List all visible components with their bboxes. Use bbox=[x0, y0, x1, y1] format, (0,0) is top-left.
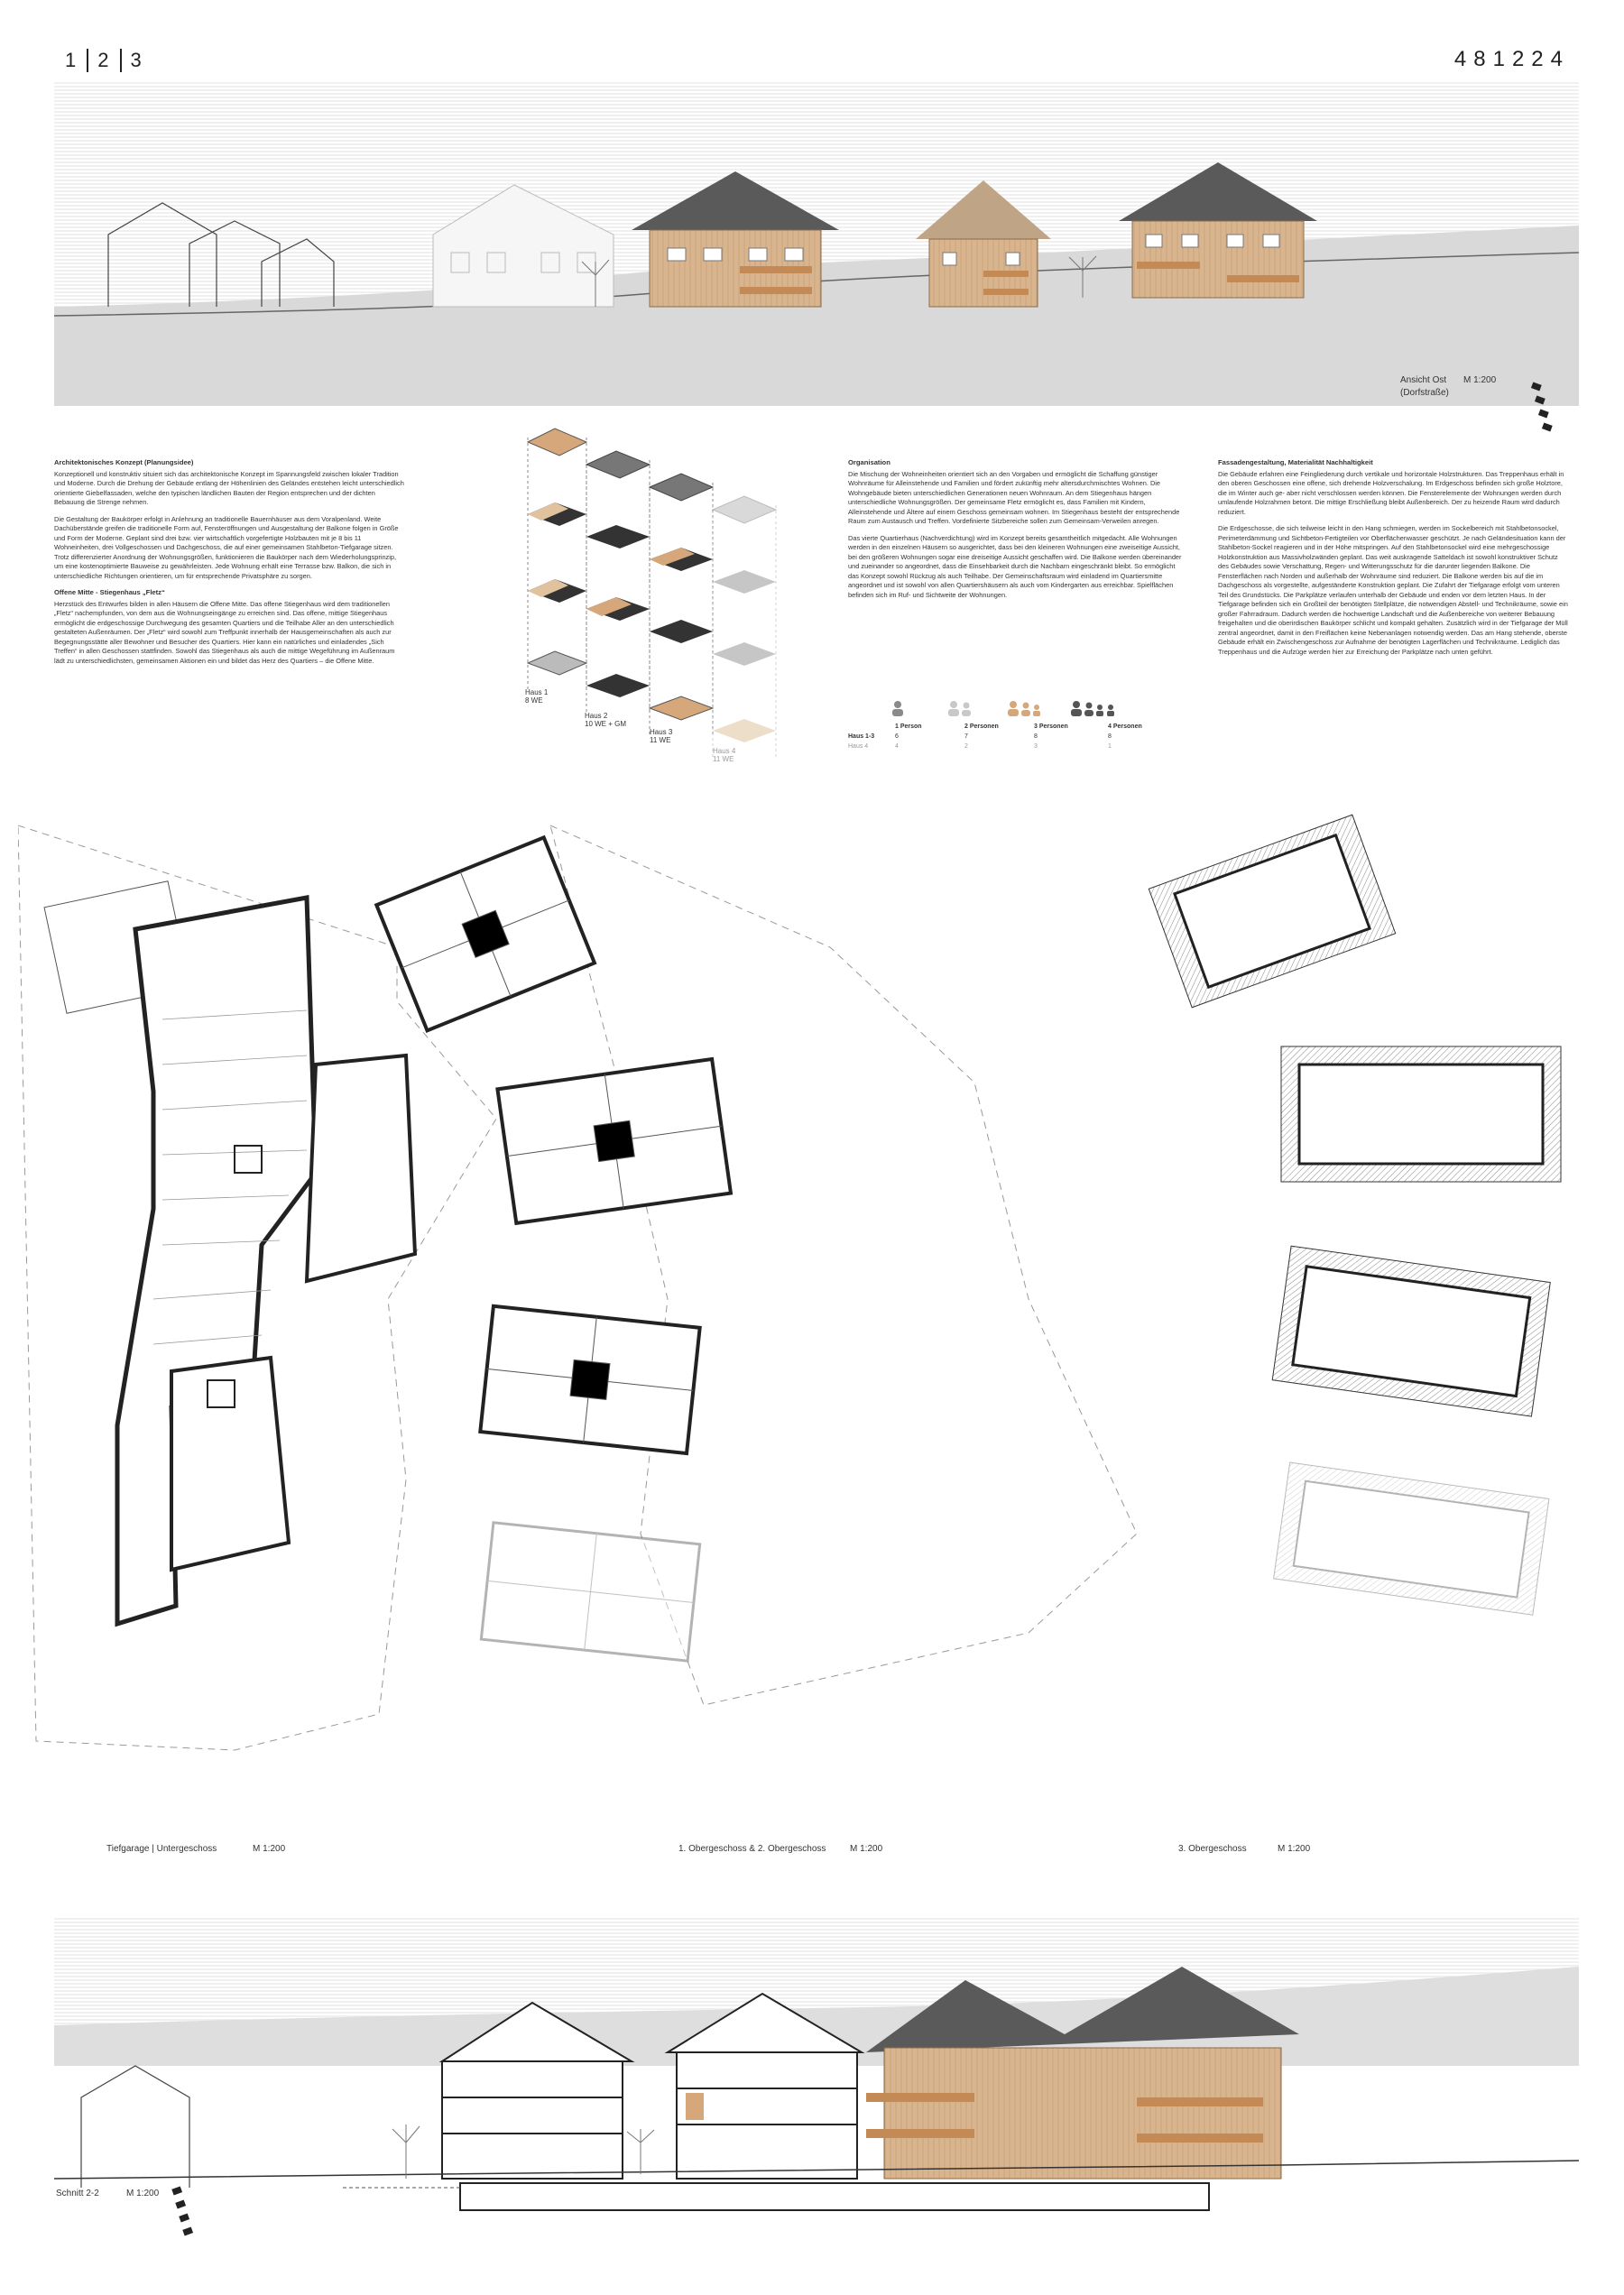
persons-table: 1 Person 2 Personen 3 Personen 4 Personen Haus 1-3 6 7 8 8 Haus 4 4 2 3 1 bbox=[848, 722, 1153, 751]
page-navigation bbox=[56, 49, 152, 72]
competition-code: 481224 bbox=[1453, 47, 1570, 71]
section-2-2-drawing bbox=[54, 1917, 1579, 2215]
page-2-link[interactable]: 2 bbox=[87, 49, 121, 72]
house-4-stack bbox=[713, 496, 776, 758]
og3-plan-house-1 bbox=[1149, 815, 1395, 1008]
organisation-title: Organisation bbox=[848, 458, 890, 466]
concept-paragraph-3: Herzstück des Entwurfes bilden in allen Häusern die Offene Mitte. Das offene Stiegenhaus wird dem traditionellen „Fletz“ nachempfunden, von dem aus die Wohnungseingänge zu erreichen sind. Das offene, mittige Stiegenhaus ermöglicht die erdgeschossige Durchwegung des gesamten Quartiers und die Teilhabe Aller an den unterschiedlich gestalteten Außenräumen. Der „Fletz“ wird sowohl zum Treffpunkt innerhalb der Hausgemeinschaften als auch zur Begegnungsstätte aller Bewohner und Besucher des Quartiers. Hier kann ein natürliches und einladendes „Sich Treffen“ in allen Geschossen stattfinden. Sowohl das Stiegenhaus als auch die mittige Wegeführung im Außenraum lädt zu unterschiedlichsten, gemeinsamen Aktionen ein und bildet das Herz des Quartiers – die Offene Mitte. bbox=[54, 599, 395, 665]
north-arrow-icon bbox=[1525, 379, 1561, 442]
og3-plan-house-4 bbox=[1274, 1462, 1549, 1615]
page-3-link[interactable]: 3 bbox=[130, 49, 143, 71]
og12-label: 1. Obergeschoss & 2. Obergeschoss bbox=[678, 1844, 826, 1854]
elevation-sublabel: (Dorfstraße) bbox=[1400, 388, 1449, 398]
facade-paragraph-2: Die Erdgeschosse, die sich teilweise leicht in den Hang schmiegen, werden im Sockelbereich mit Stahlbetonsockel, Perimeterdämmung und Sichtbeton-Fertigteilen vor Oberflächenwasser geschützt. Je nach Geländesituation kann der Stahlbeton-Sockel reagieren und in der Höhe mitspringen. Auf den Stahlbetonsockel wird eine mehrgeschossige Holzkonstruktion aus Massivholzwänden geplant. Das weit auskragende Satteldach ist sowohl konstruktiver Schutz des Gebäudes sowie Verschattung, Regen- und Witterungsschutz für die darunter liegenden Balkone. Die Fensterflächen nach Norden und außerhalb der Wohnräume sind reduziert. Die Balkone werden bis auf die im Dachgeschoss als vorgestellte, aufgeständerte Konstruktion geplant. Die Zufahrt der Tiefgarage erfolgt vom unteren Teil des Grundstücks. Die Parkplätze verlaufen unterhalb der Gebäude und enden vor dem letzten Haus. In der Tiefgarage befinden sich ein Großteil der benötigten Stellplätze, die notwendigen Abstell- und Technikräume, sowie ein großer Fahrradraum. Dadurch werden die hochwertige Landschaft und die Außenbereiche von weiterer Bebauung freigehalten und die oberirdischen Baukörper schlicht und kompakt gehalten. Zusätzlich wird in der Tiefgarage der Müll zentral angeordnet, damit in den Freiflächen keine Nebenanlagen notwendig werden. Das am Hang stehende, oberste Gebäude erhält ein Zwischengeschoss zur Aufnahme der benötigten Lagerflächen und Technikräume. Lediglich das Treppenhaus und die Aufzüge werden hier zur Erreichung der Parkplätze nach unten geführt. bbox=[1218, 524, 1568, 656]
three-persons-icon bbox=[1008, 701, 1040, 716]
section-tiefgarage bbox=[460, 2183, 1209, 2210]
og3-label: 3. Obergeschoss bbox=[1178, 1844, 1247, 1854]
east-elevation-drawing bbox=[54, 81, 1579, 406]
concept-subtitle: Offene Mitte - Stiegenhaus „Fletz“ bbox=[54, 588, 165, 596]
four-persons-icon bbox=[1071, 701, 1114, 716]
facade-title: Fassadengestaltung, Materialität Nachhaltigkeit bbox=[1218, 458, 1373, 466]
organisation-text bbox=[848, 458, 1182, 607]
og12-scale: M 1:200 bbox=[850, 1844, 883, 1854]
tiefgarage-plan bbox=[44, 881, 415, 1624]
og-plan-house-4 bbox=[481, 1523, 699, 1661]
tiefgarage-scale: M 1:200 bbox=[253, 1844, 286, 1854]
house-1-label: Haus 1 8 WE bbox=[525, 688, 549, 705]
concept-text bbox=[54, 458, 406, 673]
concept-paragraph-2: Die Gestaltung der Baukörper erfolgt in Anlehnung an traditionelle Bauernhäuser aus dem Voralpenland. Weite Dachüberstände greifen die traditionelle Form auf, Fensteröffnungen und Ausgestaltung der Balkone folgen in Größe und Form der Moderne. Geplant sind drei bzw. vier wirtschaftlich vorgefertigte Holzbauten mit je 8 bis 11 Wohneinheiten, drei Vollgeschossen und Dachgeschoss, die auf einer gemeinsamen Stahlbeton-Tiefgarage sitzen. Trotz differenzierter Anordnung der Wohnungsgrößen, funktionieren die Baukörper nach dem Wiederholungsprinzip, um eine kostenoptimierte Bauweise zu gewährleisten. Jede Wohnung erhält eine Terrasse bzw. Balkon, die sich in unterschiedliche Richtungen orientieren, um für entsprechende Privatsphäre zu sorgen. bbox=[54, 514, 399, 580]
facade-paragraph-1: Die Gebäude erfahren eine Feingliederung durch vertikale und horizontale Holzstrukturen. Das Treppenhaus erhält in den oberen Geschossen eine offene, sich drehende Holzverschalung. Im Erdgeschoss befinden sich große Holztore, die im Winter auch ge- aber nicht verschlossen werden können. Die Fensterelemente der Wohnungen werden durch umlaufende Holzrahmen betont. Die mittige Erschließung bleibt Außenbereich. Der zu heizende Raum wird dadurch reduziert. bbox=[1218, 469, 1564, 516]
concept-title: Architektonisches Konzept (Planungsidee) bbox=[54, 458, 194, 466]
elevation-label: Ansicht Ost bbox=[1400, 375, 1447, 385]
house-3-label: Haus 3 11 WE bbox=[650, 728, 673, 744]
og3-plan-house-2 bbox=[1281, 1046, 1561, 1182]
house-1-stack bbox=[528, 429, 586, 690]
person-icons bbox=[889, 699, 1123, 717]
og3-plan-house-3 bbox=[1272, 1246, 1550, 1416]
persons-row-2: Haus 4 4 2 3 1 bbox=[848, 743, 1112, 750]
elevation-scale: M 1:200 bbox=[1463, 375, 1497, 385]
house-2-label: Haus 2 10 WE + GM bbox=[585, 712, 627, 728]
section-scale: M 1:200 bbox=[126, 2189, 160, 2198]
organisation-paragraph-1: Die Mischung der Wohneinheiten orientiert sich an den Vorgaben und ermöglicht die Schaffung günstiger Wohnräume für Alleinstehende und Familien und fördert zukünftig mehr altersdurchmischtes Wohnen. Die Wohngebäude bieten unterschiedlichen Generationen neuen Wohnraum. An dem Stiegenhaus hängen unterschiedliche Wohnungsgrößen. Der gemeinsame Fletz ermöglicht es, dass Familien mit Kindern, Alleinstehende und Ältere auf einem Geschoss gemeinsam wohnen. Im Stiegenhaus besteht der entsprechende Raum zum Austausch und Treffen. Vordefinierte Sitzbereiche sollen zum Gemeinsam-Verweilen anregen. bbox=[848, 469, 1180, 525]
page-1-link[interactable]: 1 bbox=[65, 49, 78, 71]
facade-text bbox=[1218, 458, 1570, 664]
og-plan-house-2 bbox=[497, 1059, 731, 1223]
section-north-arrow-icon bbox=[167, 2183, 203, 2246]
one-person-icon bbox=[892, 701, 903, 716]
og-plan-house-3 bbox=[480, 1306, 699, 1453]
section-label: Schnitt 2-2 bbox=[56, 2189, 99, 2198]
house-2-stack bbox=[586, 451, 650, 713]
persons-row-1: Haus 1-3 6 7 8 8 bbox=[848, 733, 1112, 740]
house-stack-diagram bbox=[519, 419, 789, 767]
house-4-label: Haus 4 11 WE bbox=[713, 747, 736, 763]
tiefgarage-label: Tiefgarage | Untergeschoss bbox=[106, 1844, 217, 1854]
organisation-paragraph-2: Das vierte Quartierhaus (Nachverdichtung) wird im Konzept bereits gesamtheitlich mitgedacht. Alle Wohnungen werden in den einzelnen Häusern so ausgerichtet, dass bei den kleineren Wohnungen eine zweiseitige Aussicht, bei den größeren Wohnungen sogar eine dreiseitige Aussicht geschaffen wird. Die Balkone werden übereinander und zueinander so angeordnet, dass die Einsehbarkeit durch die Nachbarn eingeschränkt bleibt. So ermöglicht das Konzept sowohl Rückzug als auch Teilhabe. Der Gemeinschaftsraum wird einladend im Quartiersmitte angeordnet und ist sowohl von allen Quartiershäusern als auch vom Kindergarten aus erreichbar. Spielflächen befinden sich im Ruf- und Sichtweite der Wohnungen. bbox=[848, 533, 1182, 599]
og-plan-house-1 bbox=[376, 837, 595, 1030]
og3-scale: M 1:200 bbox=[1278, 1844, 1311, 1854]
concept-paragraph-1: Konzeptionell und konstruktiv situiert sich das architektonische Konzept im Spannungsfeld zwischen lokaler Tradition und Moderne. Durch die Drehung der Gebäude entlang der Höhenlinien des Geländes entstehen leicht unterschiedlich orientierte Giebelfassaden, welche den typischen ländlichen Bauten der Region entsprechen und der dichten Bebauung die Strenge nehmen. bbox=[54, 469, 404, 506]
house-3-stack bbox=[650, 474, 713, 735]
two-persons-icon bbox=[948, 701, 971, 716]
floor-plans-drawing bbox=[18, 794, 1606, 1849]
